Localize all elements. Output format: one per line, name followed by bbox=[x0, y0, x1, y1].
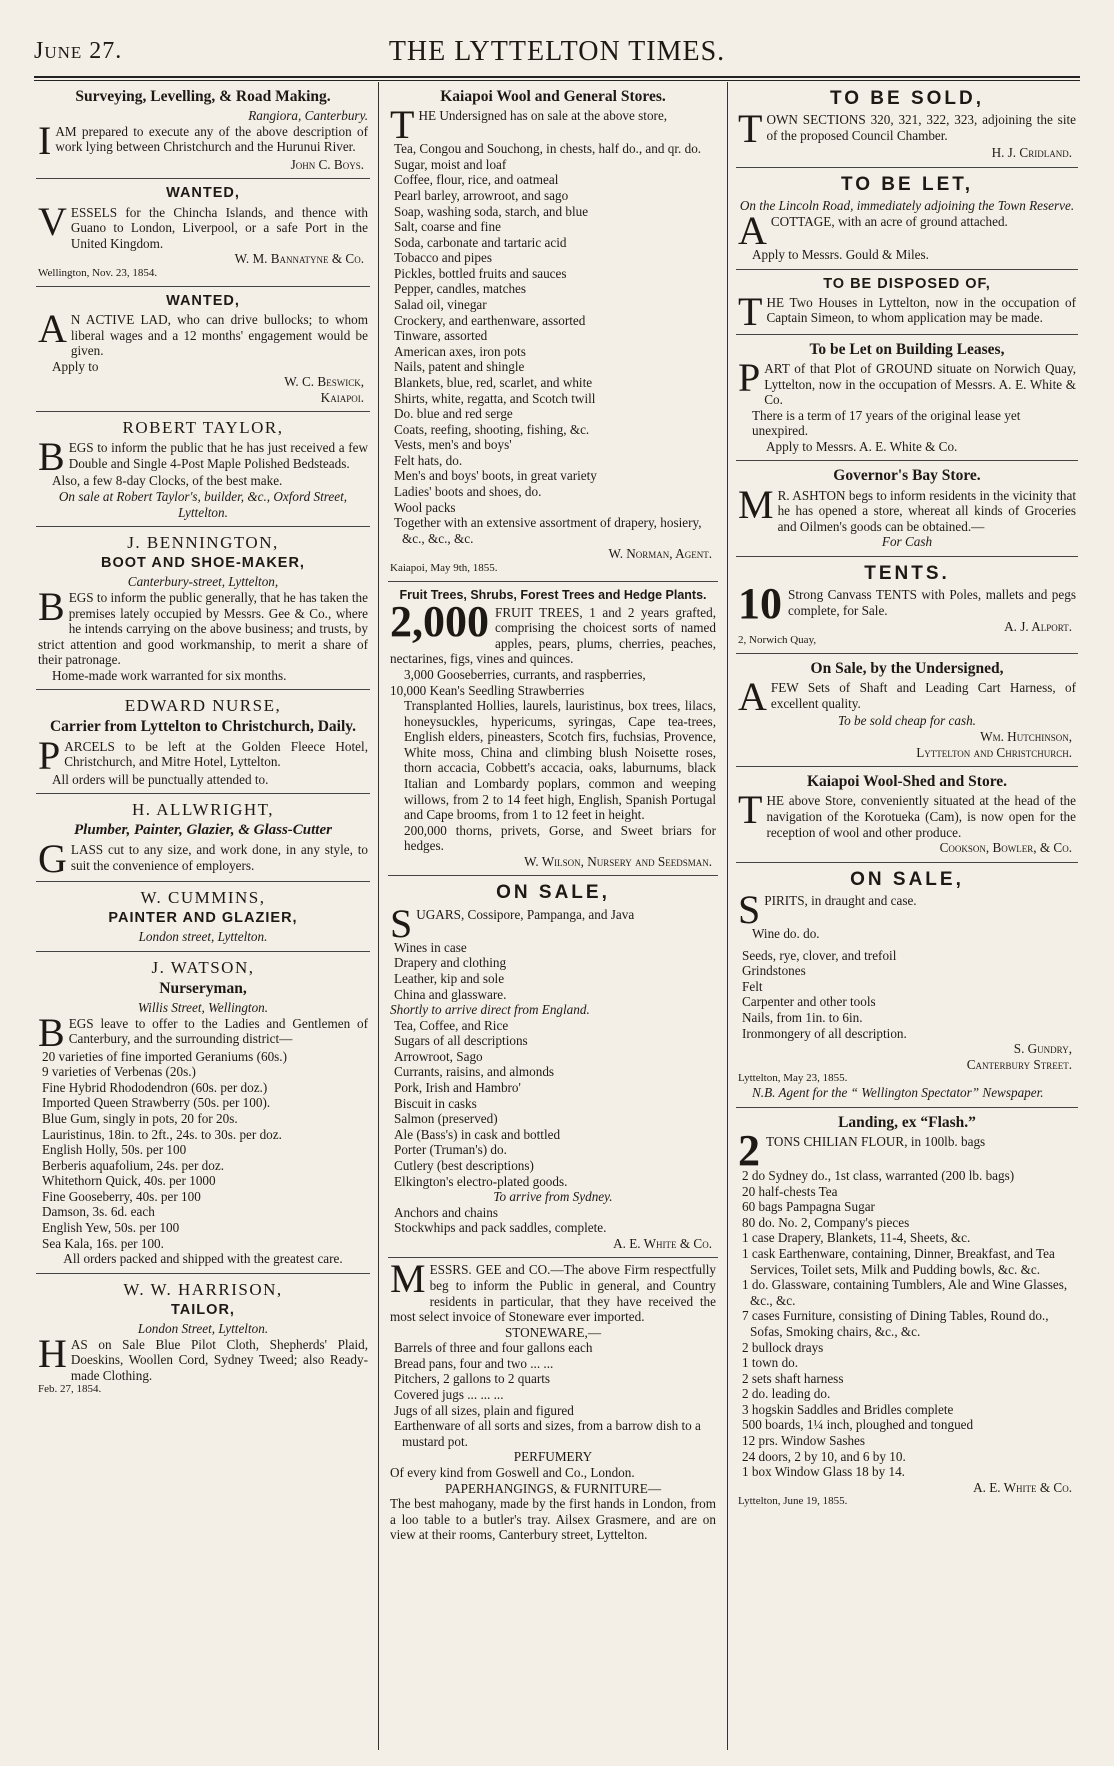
ad-signature: W. C. Beswick, bbox=[284, 374, 364, 390]
ad-place: London street, Lyttelton. bbox=[138, 929, 268, 945]
list-item: Pepper, candles, matches bbox=[394, 281, 527, 297]
item-list bbox=[738, 948, 1076, 1041]
list-item: Tobacco and pipes bbox=[394, 250, 492, 266]
list-item: Sugar, moist and loaf bbox=[394, 156, 507, 172]
ad-title: TO BE DISPOSED OF, bbox=[823, 275, 991, 292]
ad-place: Willis Street, Wellington. bbox=[137, 1000, 269, 1016]
ad-spirits bbox=[736, 863, 1078, 1108]
list-item: Soap, washing soda, starch, and blue bbox=[394, 203, 589, 219]
ad-body: HE above Store, conveniently situated at the head of the navigation of the Korotueka (Cam), is now open for the reception of wool and other produce. bbox=[766, 793, 1076, 840]
list-item: Ironmongery of all description. bbox=[742, 1025, 907, 1041]
big-numeral: 10 bbox=[738, 579, 782, 629]
ad-place: Rangiora, Canterbury. bbox=[248, 108, 368, 124]
drop-cap: B bbox=[38, 1009, 65, 1055]
list-item: Whitethorn Quick, 40s. per 1000 bbox=[42, 1173, 216, 1189]
drop-cap: T bbox=[738, 288, 763, 334]
list-item: 3 hogskin Saddles and Bridles complete bbox=[742, 1401, 954, 1417]
ad-apply: Apply to Messrs. A. E. White & Co. bbox=[766, 438, 958, 454]
ad-signature: S. Gundry, bbox=[1013, 1041, 1072, 1057]
ad-signature: H. J. Cridland. bbox=[991, 145, 1072, 161]
ad-body: FEW Sets of Shaft and Leading Cart Harness, of excellent quality. bbox=[770, 680, 1076, 711]
ad-body: EGS to inform the public that he has just received a few Double and Single 4-Post Maple Polished Bedsteads. bbox=[68, 440, 368, 472]
list-item: 2 do Sydney do., 1st class, warranted (200 lb. bags) bbox=[742, 1168, 1015, 1184]
ad-title: Fruit Trees, Shrubs, Forest Trees and Hedge Plants. bbox=[399, 587, 707, 602]
list-item: Grindstones bbox=[742, 963, 806, 979]
ad-title: Kaiapoi Wool and General Stores. bbox=[440, 88, 666, 105]
masthead bbox=[34, 36, 1080, 76]
ad-date: Feb. 27, 1854. bbox=[38, 1383, 102, 1396]
list-item: Porter (Truman's) do. bbox=[394, 1142, 507, 1158]
list-item: Blankets, blue, red, scarlet, and white bbox=[394, 374, 593, 390]
ad-apply: Apply to bbox=[52, 358, 99, 374]
list-item: Fine Hybrid Rhododendron (60s. per doz.) bbox=[42, 1079, 268, 1095]
item-list bbox=[390, 1340, 716, 1449]
list-item: Drapery and clothing bbox=[394, 955, 507, 971]
ad-title: Landing, ex “Flash.” bbox=[838, 1113, 976, 1131]
ad-body: UGARS, Cossipore, Pampanga, and Java bbox=[416, 906, 635, 922]
list-item: Crockery, and earthenware, assorted bbox=[394, 312, 586, 328]
item-list bbox=[390, 1205, 716, 1236]
list-item: Tea, Congou and Souchong, in chests, half do., and qr. do. bbox=[394, 141, 702, 157]
ad-body: Strong Canvass TENTS with Poles, mallets and pegs complete, for Sale. bbox=[788, 587, 1076, 618]
big-numeral: 2 bbox=[738, 1126, 760, 1176]
ad-surveying bbox=[36, 82, 370, 179]
ad-edward-nurse bbox=[36, 690, 370, 794]
ad-body: HE Undersigned has on sale at the above store, bbox=[418, 108, 668, 124]
drop-cap: P bbox=[38, 732, 61, 778]
list-item: 2 sets shaft harness bbox=[742, 1370, 844, 1386]
ad-subheading: Shortly to arrive direct from England. bbox=[390, 1002, 590, 1018]
item-list bbox=[738, 1168, 1076, 1480]
list-item: Biscuit in casks bbox=[394, 1095, 477, 1111]
list-item: 60 bags Pampagna Sugar bbox=[742, 1199, 875, 1215]
ad-title: J. BENNINGTON, bbox=[127, 533, 279, 553]
list-item: Lauristinus, 18in. to 2ft., 24s. to 30s. per doz. bbox=[42, 1126, 282, 1142]
drop-cap: I bbox=[38, 117, 52, 163]
ad-paragraph: Transplanted Hollies, laurels, lauristinus, box trees, lilacs, honeysuckles, hypericums, syringas, Cape tea-trees, English elders, pineasters, Scotch firs, fuchsias, Provence, White moss, China and climbing blush Noisette roses, thorn accacia, Cobbett's accacia, oaks, laburnums, black Italian and Lombardy poplars, common and weeping willows, from 2 to 14 feet high, English, Spanish Portugal and Cape brooms, from 1 to 12 feet in height. bbox=[404, 698, 716, 823]
list-item: Tea, Coffee, and Rice bbox=[394, 1017, 509, 1033]
list-item: Felt hats, do. bbox=[394, 452, 463, 468]
ad-note: On sale at Robert Taylor's, builder, &c., Oxford Street, Lyttelton. bbox=[58, 489, 348, 520]
drop-cap: B bbox=[38, 583, 65, 629]
list-item: 20 varieties of fine imported Geraniums (60s.) bbox=[42, 1048, 287, 1064]
ad-date: Wellington, Nov. 23, 1854. bbox=[38, 266, 158, 279]
ad-disposed-of bbox=[736, 270, 1078, 335]
ad-governors-bay bbox=[736, 461, 1078, 557]
ad-paragraph: There is a term of 17 years of the original lease yet unexpired. bbox=[752, 407, 1021, 439]
ad-fruit-trees bbox=[388, 582, 718, 877]
list-item: Imported Queen Strawberry (50s. per 100). bbox=[42, 1095, 271, 1111]
ad-note: Home-made work warranted for six months. bbox=[52, 667, 287, 683]
list-item: 7 cases Furniture, consisting of Dining Tables, Round do., Sofas, Smoking chairs, &c., &c. bbox=[742, 1308, 1049, 1339]
column-2 bbox=[388, 82, 718, 1750]
list-item: Arrowroot, Sago bbox=[394, 1048, 483, 1064]
ad-title: W. W. HARRISON, bbox=[123, 1279, 283, 1299]
ad-paragraph: 200,000 thorns, privets, Gorse, and Sweet briars for hedges. bbox=[404, 822, 716, 854]
newspaper-title: THE LYTTELTON TIMES. bbox=[388, 36, 726, 67]
ad-title: Governor's Bay Store. bbox=[833, 467, 981, 485]
ad-paragraph: Of every kind from Goswell and Co., London. bbox=[390, 1464, 635, 1480]
ad-title: WANTED, bbox=[166, 292, 240, 309]
ad-subheading: PERFUMERY bbox=[513, 1449, 593, 1465]
ad-body: ESSRS. GEE and CO.—The above Firm respectfully beg to inform the Public in general, and Country residents in particular, that they have received the most select invoice of Stoneware ever imported. bbox=[390, 1262, 716, 1325]
ad-title: W. CUMMINS, bbox=[140, 888, 266, 908]
list-item: Damson, 3s. 6d. each bbox=[42, 1204, 155, 1220]
column-rule bbox=[378, 82, 379, 1750]
ad-note: For Cash bbox=[881, 534, 933, 550]
drop-cap: P bbox=[738, 354, 761, 400]
ad-note: N.B. Agent for the “ Wellington Spectator” Newspaper. bbox=[752, 1085, 1044, 1101]
ad-title: TENTS. bbox=[864, 563, 950, 584]
list-item: 2 do. leading do. bbox=[742, 1386, 831, 1402]
list-item: Together with an extensive assortment of drapery, hosiery, &c., &c., &c. bbox=[394, 515, 702, 546]
ad-body: COTTAGE, with an acre of ground attached. bbox=[770, 213, 1008, 229]
list-item: Barrels of three and four gallons each bbox=[394, 1340, 593, 1356]
list-item: Salad oil, vinegar bbox=[394, 297, 487, 313]
list-item: Pickles, bottled fruits and sauces bbox=[394, 265, 567, 281]
ad-signature: Kaiapoi. bbox=[320, 389, 364, 405]
list-item: Soda, carbonate and tartaric acid bbox=[394, 234, 567, 250]
list-item: English Yew, 50s. per 100 bbox=[42, 1220, 180, 1236]
drop-cap: A bbox=[738, 674, 767, 720]
ad-wanted-vessels bbox=[36, 179, 370, 286]
drop-cap: V bbox=[38, 198, 67, 244]
list-item: Fine Gooseberry, 40s. per 100 bbox=[42, 1188, 201, 1204]
list-item: Wines in case bbox=[394, 939, 467, 955]
ad-subtitle: TAILOR, bbox=[171, 1301, 235, 1318]
list-item: Berberis aquafolium, 24s. per doz. bbox=[42, 1157, 225, 1173]
drop-cap: B bbox=[38, 434, 65, 480]
list-item: Pearl barley, arrowroot, and sago bbox=[394, 188, 569, 204]
ad-body: AS on Sale Blue Pilot Cloth, Shepherds' Plaid, Doeskins, Woollen Cord, Sydney Tweed; also Ready-made Clothing. bbox=[70, 1336, 368, 1383]
list-item: Do. blue and red serge bbox=[394, 406, 513, 422]
list-item: Leather, kip and sole bbox=[394, 971, 505, 986]
ad-body: EGS to inform the public generally, that he has taken the premises lately occupied by Messrs. Gee & Co., where he intends carrying on the above business; and trusts, by strict attention and good workmanship, to merit a share of their patronage. bbox=[38, 589, 368, 668]
ad-cummins bbox=[36, 882, 370, 952]
ad-body: FRUIT TREES, 1 and 2 years grafted, comprising the choicest sorts of named apples, pears, plums, cherries, peaches, nectarines, figs, vines and quinces. bbox=[390, 604, 716, 667]
list-item: Men's and boys' boots, in great variety bbox=[394, 468, 597, 484]
ad-title: ON SALE, bbox=[496, 882, 610, 904]
item-list bbox=[38, 1049, 368, 1252]
list-item: 80 do. No. 2, Company's pieces bbox=[742, 1214, 910, 1230]
list-item: 1 do. Glassware, containing Tumblers, Ale and Wine Glasses, &c., &c. bbox=[742, 1277, 1068, 1308]
ad-subheading: To arrive from Sydney. bbox=[493, 1189, 613, 1205]
list-item: 20 half-chests Tea bbox=[742, 1183, 838, 1199]
list-item: Carpenter and other tools bbox=[742, 994, 876, 1010]
ad-body: ESSELS for the Chincha Islands, and thence with Guano to London, Liverpool, or a safe Port in the United Kingdom. bbox=[70, 204, 368, 251]
ad-signature: Lyttelton and Christchurch. bbox=[916, 744, 1072, 760]
list-item: Wool packs bbox=[394, 499, 456, 515]
ad-title: ROBERT TAYLOR, bbox=[122, 418, 284, 438]
drop-cap: A bbox=[38, 305, 67, 351]
list-item: 1 town do. bbox=[742, 1355, 799, 1371]
ad-subheading: PAPERHANGINGS, & FURNITURE— bbox=[444, 1480, 662, 1496]
ad-place: Canterbury-street, Lyttelton, bbox=[127, 574, 279, 590]
drop-cap: T bbox=[738, 106, 763, 152]
ad-body: PIRITS, in draught and case. bbox=[764, 893, 917, 909]
ad-title: ON SALE, bbox=[850, 868, 964, 890]
ad-signature: W. Wilson, Nursery and Seedsman. bbox=[524, 853, 712, 869]
ad-paragraph: 3,000 Gooseberries, currants, and raspberries, bbox=[404, 666, 646, 682]
item-list bbox=[390, 940, 716, 1002]
ad-body: LASS cut to any size, and work done, in any style, to suit the convenience of employers. bbox=[70, 842, 368, 873]
ad-gee-stoneware bbox=[388, 1258, 718, 1548]
ad-body: AM prepared to execute any of the above description of work lying between Christchurch and the Hurunui River. bbox=[55, 123, 368, 155]
list-item: Coats, reefing, shooting, fishing, &c. bbox=[394, 421, 590, 437]
ad-watson bbox=[36, 952, 370, 1274]
ad-robert-taylor bbox=[36, 412, 370, 527]
ad-harness bbox=[736, 654, 1078, 767]
list-item: Ale (Bass's) in cask and bottled bbox=[394, 1126, 561, 1142]
drop-cap: S bbox=[738, 887, 761, 933]
ad-signature: John C. Boys. bbox=[290, 156, 364, 172]
drop-cap: G bbox=[38, 836, 67, 882]
drop-cap: T bbox=[390, 102, 415, 148]
ad-title: Kaiapoi Wool-Shed and Store. bbox=[806, 773, 1008, 791]
list-item: Wine do. do. bbox=[752, 926, 820, 942]
column-1 bbox=[36, 82, 370, 1750]
ad-title: TO BE LET, bbox=[840, 173, 974, 195]
list-item: Tinware, assorted bbox=[394, 328, 488, 344]
list-item: 1 box Window Glass 18 by 14. bbox=[742, 1464, 905, 1480]
ad-body: ART of that Plot of GROUND situate on Norwich Quay, Lyttelton, now in the occupation of Messrs. A. E. White & Co. bbox=[764, 360, 1076, 408]
ad-body: N ACTIVE LAD, who can drive bullocks; to whom liberal wages and a 12 months' engagement would be given. bbox=[70, 311, 368, 359]
list-item: Bread pans, four and two ... ... bbox=[394, 1355, 554, 1371]
drop-cap: T bbox=[738, 787, 763, 833]
list-item: Shirts, white, regatta, and Scotch twill bbox=[394, 390, 596, 406]
list-item: Salt, coarse and fine bbox=[394, 219, 501, 235]
ad-title: On Sale, by the Undersigned, bbox=[810, 660, 1004, 678]
list-item: Coffee, flour, rice, and oatmeal bbox=[394, 172, 559, 188]
ad-note: All orders will be punctually attended to. bbox=[52, 771, 269, 787]
list-item: English Holly, 50s. per 100 bbox=[42, 1142, 187, 1158]
column-3 bbox=[736, 82, 1078, 1750]
ad-harrison bbox=[36, 1274, 370, 1402]
ad-subtitle: PAINTER AND GLAZIER, bbox=[108, 910, 298, 927]
list-item: Currants, raisins, and almonds bbox=[394, 1064, 555, 1080]
ad-address: 2, Norwich Quay, bbox=[738, 634, 817, 647]
ad-body: OWN SECTIONS 320, 321, 322, 323, adjoining the site of the proposed Council Chamber. bbox=[766, 112, 1076, 143]
list-item: China and glassware. bbox=[394, 986, 507, 1002]
drop-cap: A bbox=[738, 207, 767, 253]
list-item: Anchors and chains bbox=[394, 1204, 499, 1220]
ad-subheading: STONEWARE,— bbox=[504, 1324, 602, 1340]
list-item: Nails, from 1in. to 6in. bbox=[742, 1010, 863, 1026]
ad-signature: Canterbury Street. bbox=[966, 1056, 1072, 1072]
ad-signature: A. J. Alport. bbox=[1004, 618, 1072, 634]
ad-signature: W. M. Bannatyne & Co. bbox=[234, 251, 364, 267]
ad-tents bbox=[736, 557, 1078, 654]
ad-subtitle: Carrier from Lyttelton to Christchurch, Daily. bbox=[49, 718, 357, 736]
list-item: Jugs of all sizes, plain and figured bbox=[394, 1402, 574, 1418]
ad-title: To be Let on Building Leases, bbox=[809, 340, 1005, 358]
ad-on-sale-gee bbox=[388, 876, 718, 1258]
ad-note: Also, a few 8-day Clocks, of the best make. bbox=[52, 473, 283, 489]
list-item: Ladies' boots and shoes, do. bbox=[394, 484, 542, 499]
drop-cap: H bbox=[38, 1330, 67, 1376]
drop-cap: M bbox=[738, 481, 774, 527]
list-item: Earthenware of all sorts and sizes, from a barrow dish to a mustard pot. bbox=[394, 1418, 701, 1449]
ad-signature: W. Norman, Agent. bbox=[608, 546, 712, 562]
item-list bbox=[390, 1018, 716, 1189]
list-item: 1 cask Earthenware, containing, Dinner, Breakfast, and Tea Services, Toilet sets, Milk and Pudding bowls, &c. &c. bbox=[742, 1246, 1055, 1277]
list-item: Sea Kala, 16s. per 100. bbox=[42, 1235, 164, 1251]
ad-body: TONS CHILIAN FLOUR, in 100lb. bags bbox=[766, 1134, 986, 1150]
ad-note: To be sold cheap for cash. bbox=[838, 713, 976, 729]
list-item: Pork, Irish and Hambro' bbox=[394, 1080, 521, 1096]
ad-place: London Street, Lyttelton. bbox=[137, 1320, 269, 1336]
list-item: Elkington's electro-plated goods. bbox=[394, 1173, 568, 1189]
list-item: Felt bbox=[742, 978, 763, 994]
ad-date: Lyttelton, June 19, 1855. bbox=[738, 1495, 848, 1508]
list-item: 24 doors, 2 by 10, and 6 by 10. bbox=[742, 1448, 906, 1464]
ad-subtitle: BOOT AND SHOE-MAKER, bbox=[101, 555, 305, 572]
list-item: Sugars of all descriptions bbox=[394, 1033, 528, 1049]
list-item: Stockwhips and pack saddles, complete. bbox=[394, 1220, 607, 1236]
ad-title: WANTED, bbox=[166, 185, 240, 202]
ad-flash bbox=[736, 1108, 1078, 1514]
ad-to-be-let bbox=[736, 168, 1078, 270]
list-item: Salmon (preserved) bbox=[394, 1111, 498, 1127]
item-list bbox=[390, 141, 716, 546]
ad-allwright bbox=[36, 794, 370, 882]
ad-date: Kaiapoi, May 9th, 1855. bbox=[390, 561, 498, 574]
list-item: Covered jugs ... ... ... bbox=[394, 1387, 504, 1403]
ad-wanted-lad bbox=[36, 287, 370, 413]
list-item: Seeds, rye, clover, and trefoil bbox=[742, 947, 897, 963]
big-numeral: 2,000 bbox=[390, 596, 489, 646]
ad-title: TO BE SOLD, bbox=[829, 88, 985, 109]
list-item: 12 prs. Window Sashes bbox=[742, 1432, 866, 1448]
ad-kaiapoi-stores bbox=[388, 82, 718, 582]
ad-to-be-sold bbox=[736, 82, 1078, 168]
column-rule bbox=[727, 82, 728, 1750]
list-item: 1 case Drapery, Blankets, 11-4, Sheets, &c. bbox=[742, 1230, 971, 1246]
drop-cap: S bbox=[390, 900, 413, 946]
ad-body: EGS leave to offer to the Ladies and Gentlemen of Canterbury, and the surrounding district— bbox=[68, 1015, 368, 1047]
ad-title: J. WATSON, bbox=[151, 957, 255, 977]
list-item: Blue Gum, singly in pots, 20 for 20s. bbox=[42, 1110, 238, 1126]
ad-signature: A. E. White & Co. bbox=[973, 1479, 1072, 1495]
ad-signature: A. E. White & Co. bbox=[613, 1235, 712, 1251]
list-item: American axes, iron pots bbox=[394, 343, 526, 359]
ad-bennington bbox=[36, 527, 370, 690]
ad-paragraph: 10,000 Kean's Seedling Strawberries bbox=[390, 682, 585, 698]
masthead-rule bbox=[34, 76, 1080, 81]
ad-signature: Cookson, Bowler, & Co. bbox=[939, 840, 1072, 856]
ad-woolshed bbox=[736, 767, 1078, 863]
list-item: Nails, patent and shingle bbox=[394, 359, 525, 375]
ad-title: H. ALLWRIGHT, bbox=[131, 800, 275, 820]
ad-subtitle: Plumber, Painter, Glazier, & Glass-Cutter bbox=[74, 822, 332, 839]
list-item: 500 boards, 1¼ inch, ploughed and tongued bbox=[742, 1417, 974, 1433]
list-item: 2 bullock drays bbox=[742, 1339, 824, 1355]
ad-signature: Wm. Hutchinson, bbox=[980, 728, 1072, 744]
ad-date: Lyttelton, May 23, 1855. bbox=[738, 1072, 848, 1085]
ad-apply: Apply to Messrs. Gould & Miles. bbox=[752, 246, 929, 262]
drop-cap: M bbox=[390, 1256, 426, 1302]
ad-subtitle: Nurseryman, bbox=[159, 979, 247, 997]
ad-body: HE Two Houses in Lyttelton, now in the occupation of Captain Simeon, to whom application may be made. bbox=[766, 294, 1076, 326]
ad-body: ARCELS to be left at the Golden Fleece Hotel, Christchurch, and Mitre Hotel, Lyttelton. bbox=[64, 738, 368, 770]
ad-note: All orders packed and shipped with the greatest care. bbox=[63, 1251, 343, 1267]
list-item: 9 varieties of Verbenas (20s.) bbox=[42, 1064, 196, 1080]
list-item: Vests, men's and boys' bbox=[394, 437, 512, 453]
list-item: Cutlery (best descriptions) bbox=[394, 1157, 534, 1173]
list-item: Pitchers, 2 gallons to 2 quarts bbox=[394, 1371, 551, 1387]
ad-place: On the Lincoln Road, immediately adjoining the Town Reserve. bbox=[739, 198, 1075, 214]
ad-title: EDWARD NURSE, bbox=[124, 696, 282, 716]
issue-date: June 27. bbox=[34, 38, 123, 64]
ad-paragraph: The best mahogany, made by the first hands in London, from a loo table to a butler's tray. Ailsex Grasmere, and are on view at their rooms, Canterbury street, Lyttelton. bbox=[390, 1496, 716, 1543]
ad-building-leases bbox=[736, 335, 1078, 462]
ad-body: R. ASHTON begs to inform residents in the vicinity that he has opened a store, whereat all kinds of Groceries and Oilmen's goods can be obtained.— bbox=[777, 487, 1076, 534]
ad-title: Surveying, Levelling, & Road Making. bbox=[75, 88, 331, 105]
